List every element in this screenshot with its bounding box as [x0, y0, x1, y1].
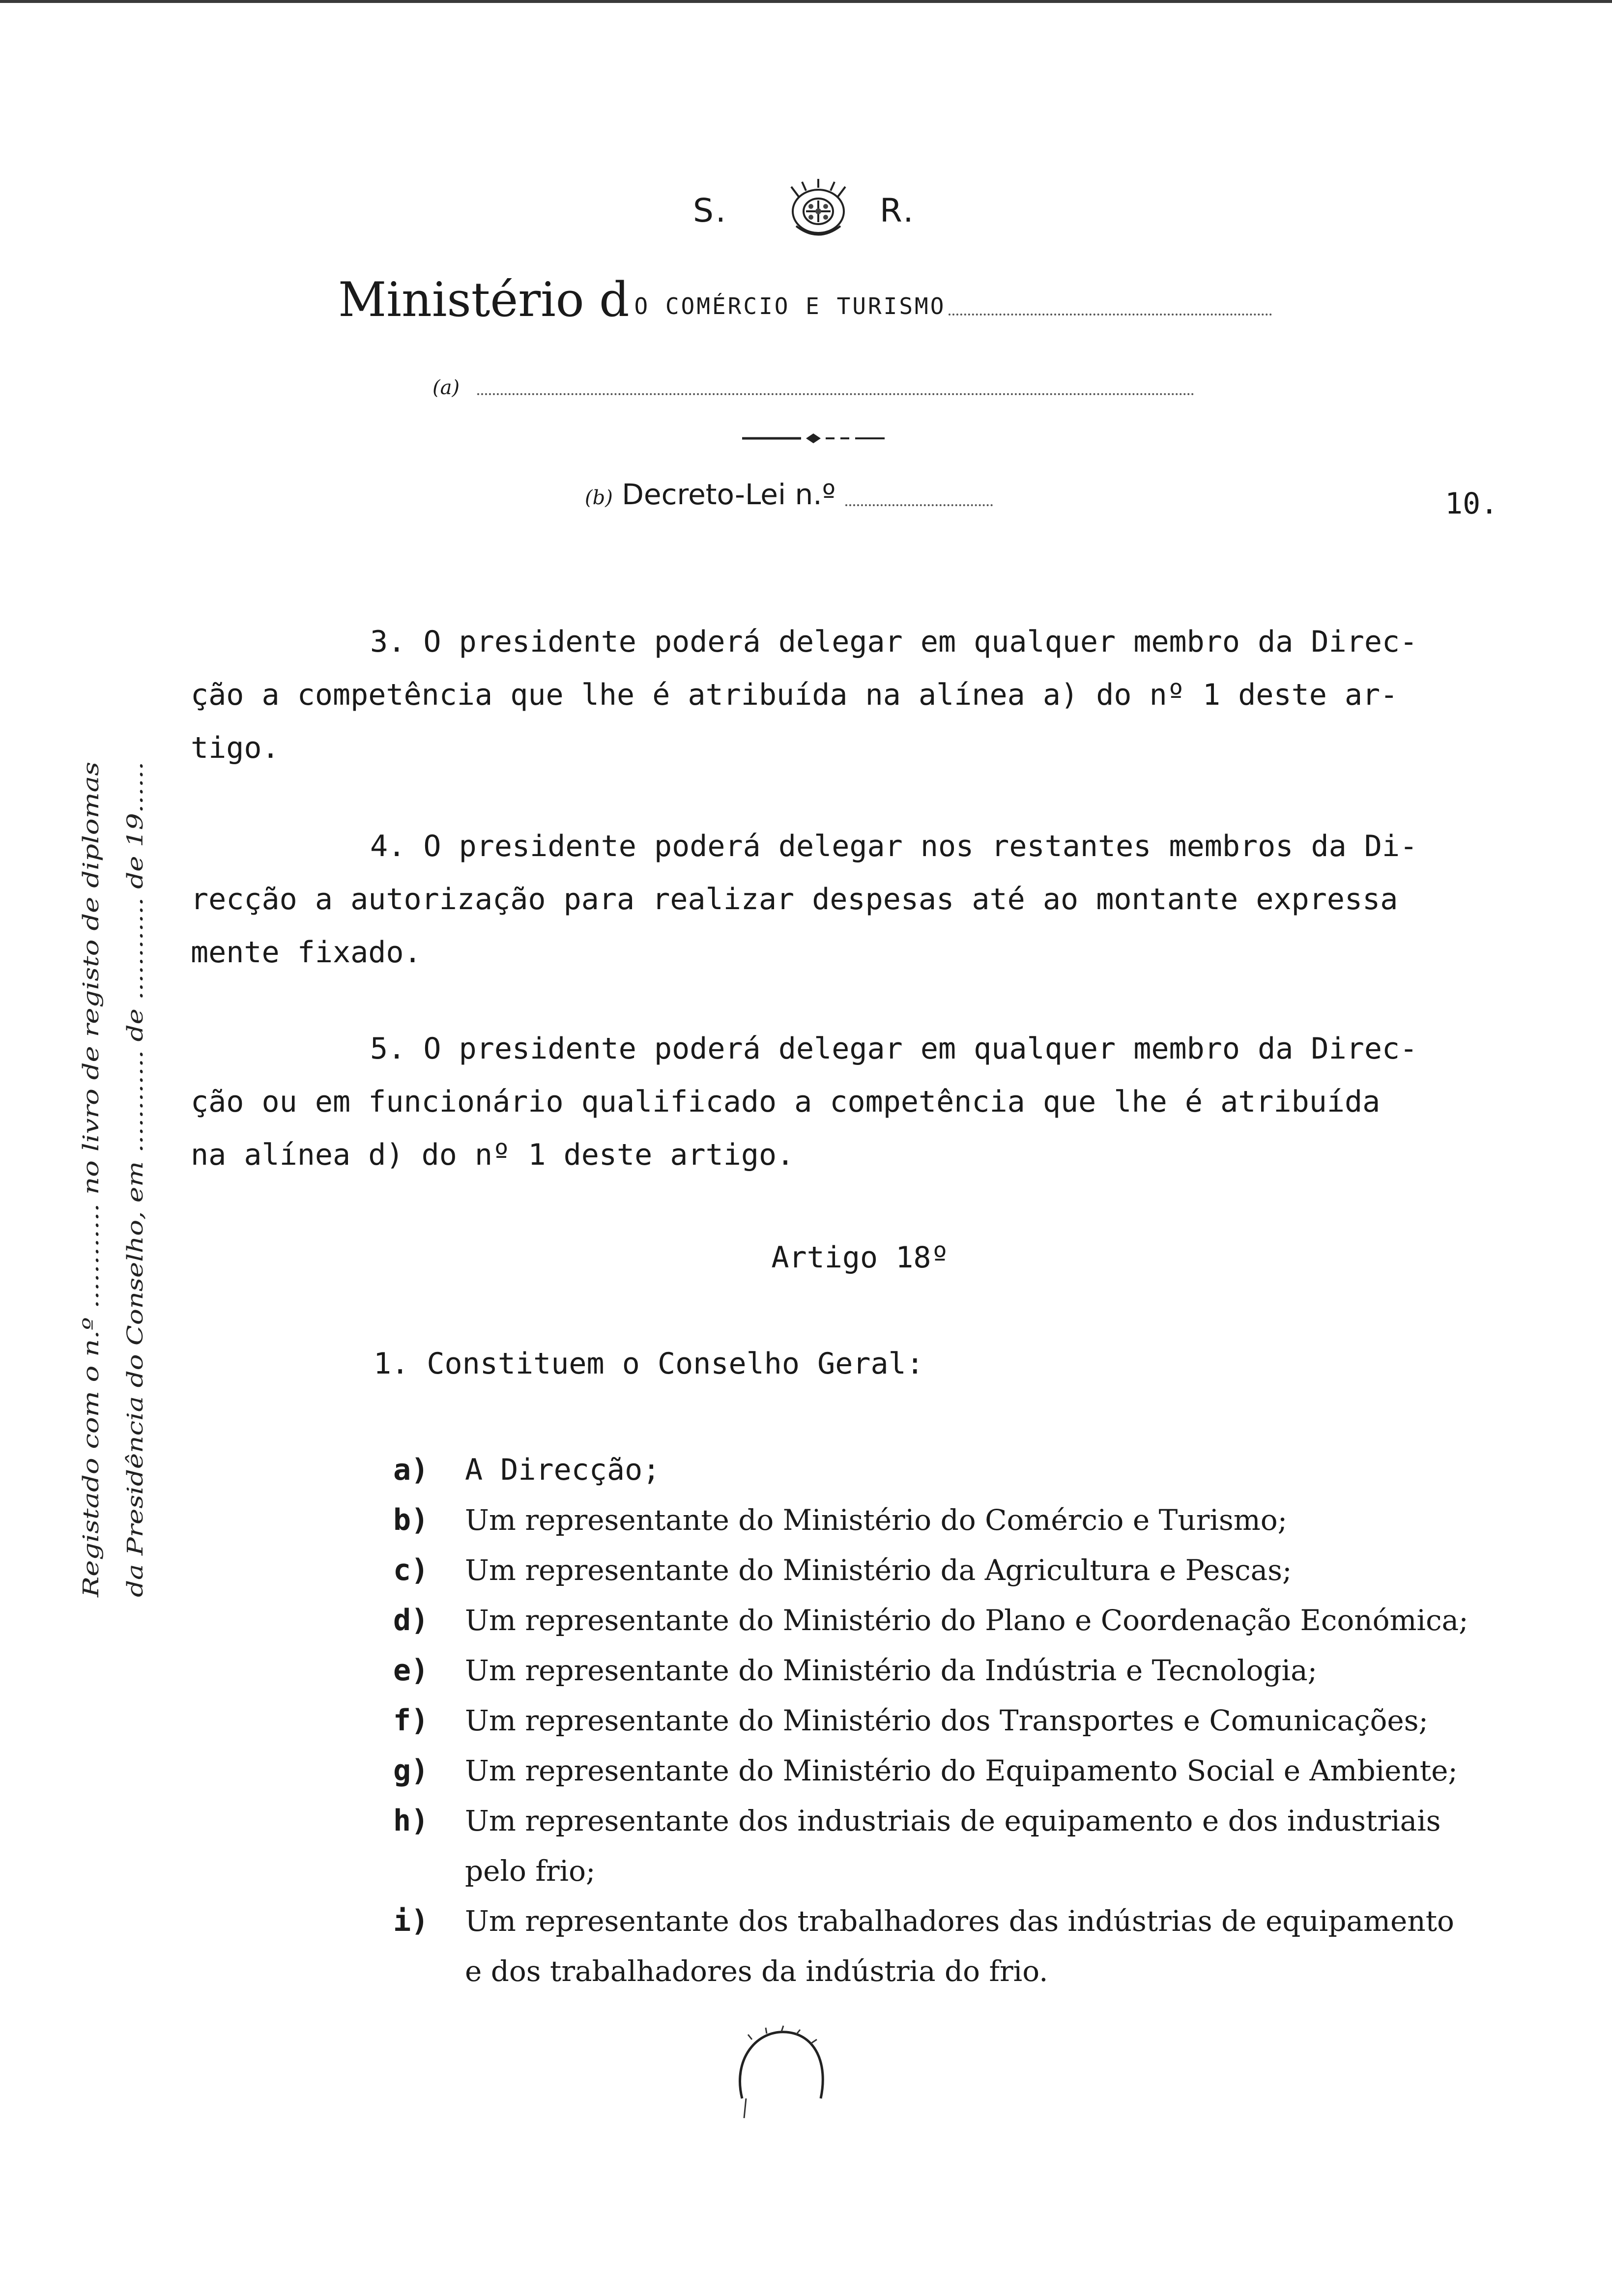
- list-marker: f): [393, 1703, 429, 1738]
- paragraph-line: recção a autorização para realizar despesas até ao montante expressa: [191, 882, 1398, 917]
- paragraph-line: 3. O presidente poderá delegar em qualquer membro da Direc-: [370, 625, 1418, 659]
- list-marker: b): [393, 1503, 429, 1537]
- list-marker: d): [393, 1603, 429, 1637]
- list-text: Um representante do Ministério do Plano e Coordenação Económica;: [465, 1604, 1468, 1637]
- letter-s: S.: [693, 192, 728, 230]
- paragraph-line: 5. O presidente poderá delegar em qualquer membro da Direc-: [370, 1032, 1418, 1066]
- decree-line: [585, 477, 1052, 511]
- ministry-name: O COMÉRCIO E TURISMO: [634, 293, 946, 319]
- list-text: Um representante do Ministério da Agricultura e Pescas;: [465, 1553, 1292, 1587]
- list-marker: c): [393, 1553, 429, 1587]
- list-text: Um representante dos trabalhadores das indústrias de equipamento: [465, 1904, 1454, 1938]
- list-item-continuation: [393, 1846, 1573, 1896]
- letterhead-emblem: [683, 177, 949, 251]
- letter-r: R.: [880, 192, 916, 230]
- decree-dotted-leader: [845, 504, 993, 506]
- paragraph-line: mente fixado.: [191, 935, 422, 970]
- article-intro: 1. Constituem o Conselho Geral:: [374, 1347, 924, 1381]
- ornament-divider-icon: [742, 429, 885, 448]
- list-item: [393, 1695, 1573, 1746]
- list-text: A Direcção;: [465, 1453, 661, 1487]
- list-marker: h): [393, 1804, 429, 1838]
- margin-note-line-1: Registado com o n.º ............ no livro de registo de diplomas: [79, 942, 104, 1597]
- page-top-border: [0, 0, 1612, 3]
- list-text: Um representante do Ministério dos Transportes e Comunicações;: [465, 1704, 1429, 1737]
- list-text: Um representante dos industriais de equipamento e dos industriais: [465, 1804, 1441, 1837]
- paragraph-3: [191, 615, 1552, 775]
- list-item: [393, 1896, 1573, 1946]
- coat-of-arms-icon: [777, 177, 860, 251]
- list-text: Um representante do Ministério da Indústria e Tecnologia;: [465, 1654, 1318, 1687]
- ministry-dotted-leader: [949, 314, 1272, 316]
- field-a-line: [432, 370, 1194, 399]
- field-a-label: (a): [432, 376, 460, 399]
- list-marker: g): [393, 1753, 429, 1788]
- article-heading: Artigo 18º: [771, 1240, 949, 1275]
- ministry-line: [338, 269, 1272, 327]
- field-a-dotted-leader: [477, 393, 1194, 395]
- signature-mark-icon: [722, 2020, 840, 2148]
- page-number: 10.: [1445, 487, 1498, 521]
- list-text: Um representante do Ministério do Comércio e Turismo;: [465, 1503, 1288, 1537]
- margin-note-line-2: da Presidência do Conselho, em ............ de ............ de 19......: [123, 925, 148, 1597]
- list-text: Um representante do Ministério do Equipamento Social e Ambiente;: [465, 1754, 1458, 1787]
- list-item: [393, 1545, 1573, 1595]
- decree-prefix: (b): [585, 487, 613, 509]
- list-item: [393, 1796, 1573, 1846]
- list-marker: a): [393, 1453, 429, 1487]
- paragraph-line: 4. O presidente poderá delegar nos restantes membros da Di-: [370, 829, 1418, 863]
- ministry-title: Ministério d: [338, 272, 630, 327]
- list-item: [393, 1746, 1573, 1796]
- list-marker: e): [393, 1653, 429, 1688]
- list-text: pelo frio;: [465, 1854, 596, 1888]
- paragraph-line: ção a competência que lhe é atribuída na alínea a) do nº 1 deste ar-: [191, 678, 1398, 712]
- council-members-list: [393, 1445, 1573, 1996]
- paragraph-line: ção ou em funcionário qualificado a competência que lhe é atribuída: [191, 1085, 1381, 1119]
- paragraph-line: tigo.: [191, 731, 280, 765]
- list-text: e dos trabalhadores da indústria do frio.: [465, 1954, 1048, 1988]
- list-item: [393, 1445, 1573, 1495]
- paragraph-5: [191, 1022, 1552, 1181]
- decree-label: [585, 478, 835, 511]
- list-item: [393, 1645, 1573, 1695]
- registration-margin-note: [69, 683, 211, 1607]
- list-marker: i): [393, 1904, 429, 1938]
- list-item: [393, 1495, 1573, 1545]
- paragraph-4: [191, 820, 1552, 979]
- decree-text: Decreto-Lei n.º: [622, 478, 836, 511]
- list-item-continuation: [393, 1946, 1573, 1996]
- paragraph-line: na alínea d) do nº 1 deste artigo.: [191, 1138, 795, 1172]
- list-item: [393, 1595, 1573, 1645]
